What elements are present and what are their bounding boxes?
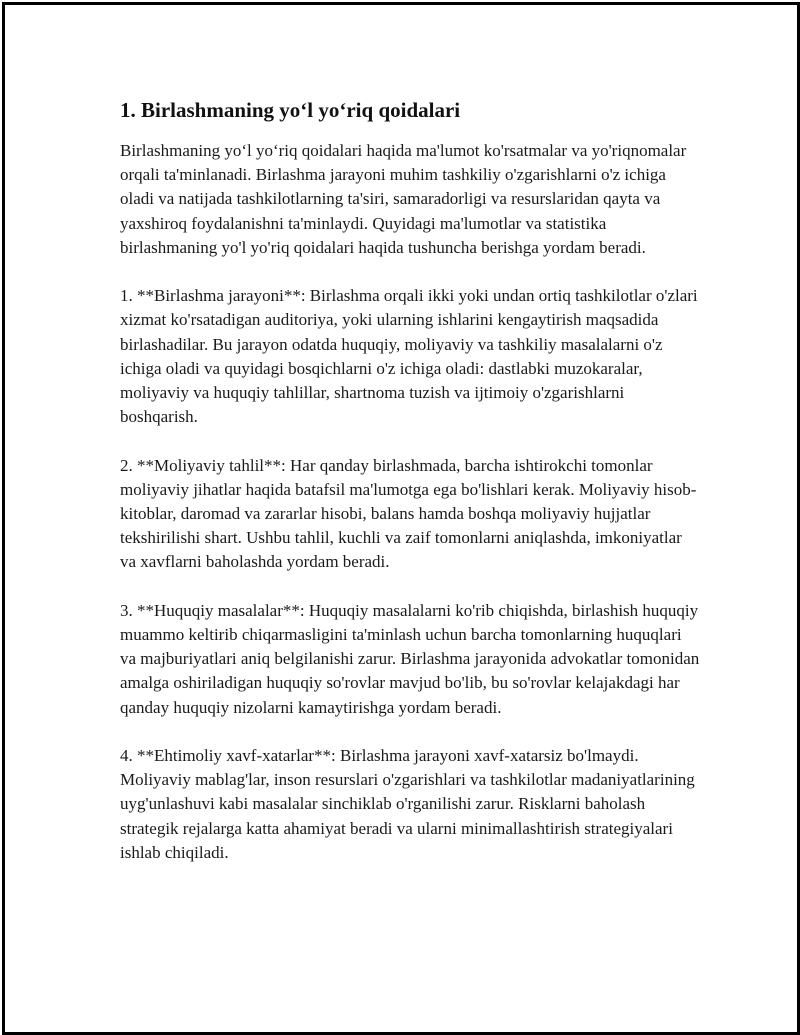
section-4-paragraph: 4. **Ehtimoliy xavf-xatarlar**: Birlashma jarayoni xavf-xatarsiz bo'lmaydi. Moliyaviy mablag'lar, inson resurslari o'zgarishlari va tashkilotlar madaniyatlarining uyg'unlashuvi kabi masalalar sinchiklab o'rganilishi zarur. Risklarni baholash strategik rejalarga katta ahamiyat beradi va ularni minimallashtirish strategiyalari ishlab chiqiladi. (120, 746, 695, 862)
section-1-paragraph: 1. **Birlashma jarayoni**: Birlashma orqali ikki yoki undan ortiq tashkilotlar o'zlari xizmat ko'rsatadigan auditoriya, yoki ularning ishlarini kengaytirish maqsadida birlashadilar. Bu jarayon odatda huquqiy, moliyaviy va tashkiliy masalalarni o'z ichiga oladi va quyidagi bosqichlarni o'z ichiga oladi: dastlabki muzokaralar, moliyaviy va huquqiy tahlillar, shartnoma tuzish va ijtimoiy o'zgarishlarni boshqarish. (120, 286, 698, 427)
document-title: 1. Birlashmaning yo‘l yo‘riq qoidalari (120, 98, 461, 122)
intro-paragraph: Birlashmaning yo‘l yo‘riq qoidalari haqida ma'lumot ko'rsatmalar va yo'riqnomalar orqali ta'minlanadi. Birlashma jarayoni muhim tashkiliy o'zgarishlarni o'z ichiga oladi va natijada tashkilotlarning ta'siri, samaradorligi va resurslaridan qayta va yaxshiroq foydalanishni ta'minlaydi. Quyidagi ma'lumotlar va statistika birlashmaning yo'l yo'riq qoidalari haqida tushuncha berishga yordam beradi. (120, 141, 687, 257)
section-2-paragraph: 2. **Moliyaviy tahlil**: Har qanday birlashmada, barcha ishtirokchi tomonlar moliyaviy jihatlar haqida batafsil ma'lumotga ega bo'lishlari kerak. Moliyaviy hisob-kitoblar, daromad va zararlar hisobi, balans hamda boshqa moliyaviy hujjatlar tekshirilishi shart. Ushbu tahlil, kuchli va zaif tomonlarni aniqlashda, imkoniyatlar va xavflarni baholashda yordam beradi. (120, 455, 697, 572)
section-3-paragraph: 3. **Huquqiy masalalar**: Huquqiy masalalarni ko'rib chiqishda, birlashish huquqiy muammo keltirib chiqarmasligini ta'minlash uchun barcha tomonlarning huquqlari va majburiyatlari aniq belgilanishi zarur. Birlashma jarayonida advokatlar tomonidan amalga oshiriladigan huquqiy so'rovlar mavjud bo'lib, bu so'rovlar kelajakdagi har qanday huquqiy nizolarni kamaytirishga yordam beradi. (120, 600, 700, 717)
page-frame (2, 2, 800, 1035)
document-body (120, 97, 700, 889)
